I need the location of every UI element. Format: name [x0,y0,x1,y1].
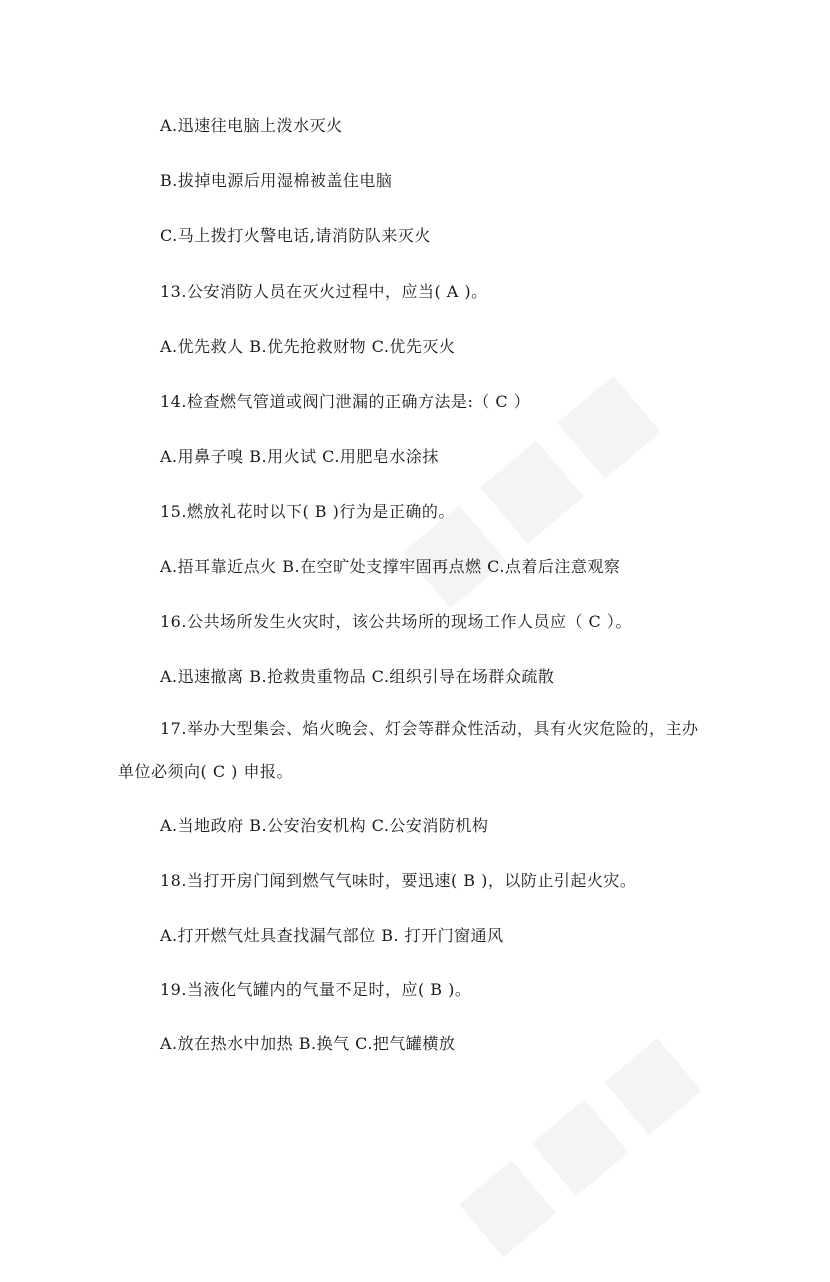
question-13: 13.公安消防人员在灭火过程中，应当( A )。 [160,282,488,301]
answer-options-16: A.迅速撤离 B.抢救贵重物品 C.组织引导在场群众疏散 [160,667,555,686]
answer-options-19: A.放在热水中加热 B.换气 C.把气罐横放 [160,1034,456,1053]
watermark-image [437,998,744,1282]
answer-option-line: B.拔掉电源后用湿棉被盖住电脑 [160,171,393,190]
answer-option-line: A.迅速往电脑上泼水灭火 [160,116,343,135]
answer-options-17: A.当地政府 B.公安治安机构 C.公安消防机构 [160,816,489,835]
question-17: 17.举办大型集会、焰火晚会、灯会等群众性活动，具有火灾危险的，主办 [160,719,699,738]
question-15: 15.燃放礼花时以下( B )行为是正确的。 [160,502,455,521]
answer-options-14: A.用鼻子嗅 B.用火试 C.用肥皂水涂抹 [160,447,439,466]
watermark-image [379,331,701,629]
question-14: 14.检查燃气管道或阀门泄漏的正确方法是:（ C ） [160,392,531,411]
question-18: 18.当打开房门闻到燃气气味时，要迅速( B )，以防止引起火灾。 [160,871,637,890]
answer-options-15: A.捂耳靠近点火 B.在空旷处支撑牢固再点燃 C.点着后注意观察 [160,557,621,576]
question-17-continued: 单位必须向( C ) 申报。 [118,762,293,781]
question-16: 16.公共场所发生火灾时，该公共场所的现场工作人员应（ C ）。 [160,612,632,631]
answer-options-13: A.优先救人 B.优先抢救财物 C.优先灭火 [160,337,456,356]
answer-options-18: A.打开燃气灶具查找漏气部位 B. 打开门窗通风 [160,926,504,945]
question-19: 19.当液化气罐内的气量不足时，应( B )。 [160,980,472,999]
answer-option-line: C.马上拨打火警电话,请消防队来灭火 [160,226,431,245]
